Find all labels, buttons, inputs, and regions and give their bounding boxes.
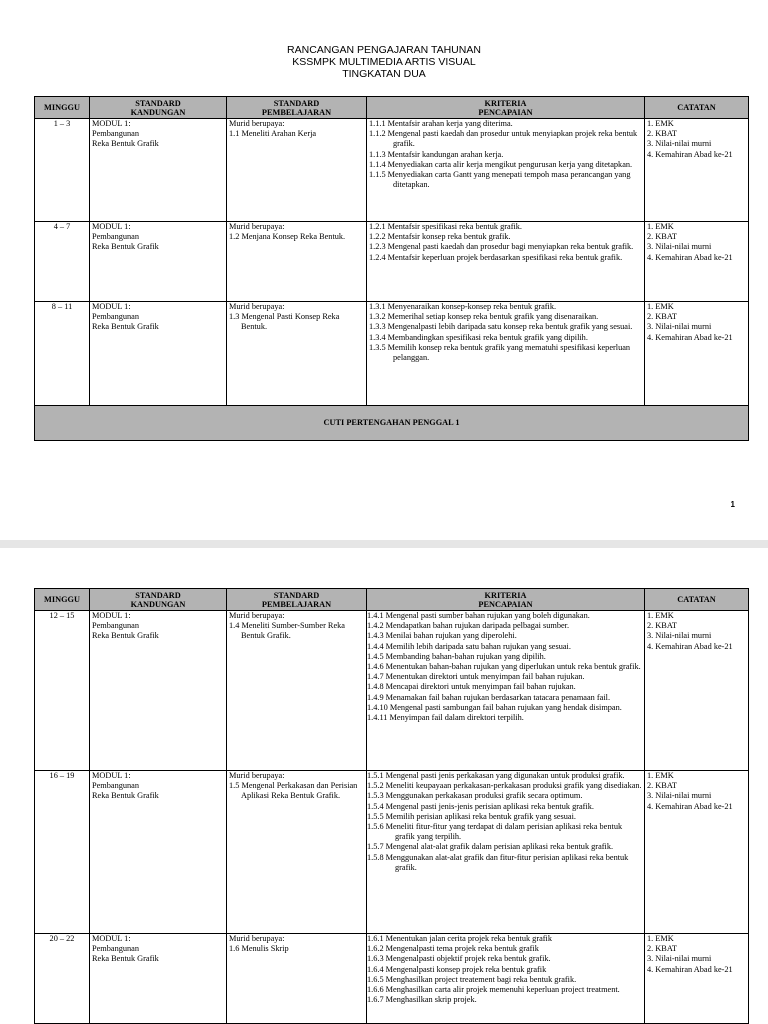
kriteria-item: 1.5.1 Mengenal pasti jenis perkakasan yang digunakan untuk produksi grafik.	[367, 771, 625, 780]
header-catatan: CATATAN	[645, 589, 749, 611]
cell-minggu: 8 – 11	[35, 302, 90, 406]
catatan-item: 2. KBAT	[647, 232, 677, 242]
catatan-item: 4. Kemahiran Abad ke-21	[647, 801, 733, 811]
kandungan-line: MODUL 1:	[92, 302, 131, 311]
kriteria-item: 1.4.5 Membanding bahan-bahan rujukan yang dipilih.	[367, 651, 546, 661]
header-sk-line-2: KANDUNGAN	[130, 599, 186, 609]
kriteria-item: 1.2.2 Mentafsir konsep reka bentuk grafik.	[369, 232, 511, 242]
document-page-2	[0, 548, 768, 1024]
cell-minggu: 1 – 3	[35, 119, 90, 222]
page-number: 1	[730, 500, 735, 509]
catatan-item: 4. Kemahiran Abad ke-21	[647, 252, 733, 262]
kriteria-item: 1.5.7 Mengenal alat-alat grafik dalam perisian aplikasi reka bentuk grafik.	[367, 842, 614, 852]
catatan-item: 4. Kemahiran Abad ke-21	[647, 332, 733, 342]
catatan-item: 3. Nilai-nilai murni	[647, 322, 712, 332]
kandungan-line: Pembangunan	[92, 232, 140, 242]
kandungan-line: Reka Bentuk Grafik	[92, 322, 159, 332]
catatan-item: 4. Kemahiran Abad ke-21	[647, 641, 733, 651]
header-standard-kandungan	[90, 589, 227, 611]
cell-standard-pembelajaran	[227, 222, 367, 302]
header-sp-line-1: STANDARD	[273, 98, 320, 108]
kriteria-item: 1.6.4 Mengenalpasti konsep projek reka bentuk grafik	[367, 964, 547, 974]
kriteria-item: 1.1.4 Menyediakan carta alir kerja mengikut pengurusan kerja yang ditetapkan.	[369, 159, 633, 169]
kandungan-line: MODUL 1:	[92, 119, 131, 128]
catatan-item: 2. KBAT	[647, 781, 677, 791]
header-kp-line-1: KRITERIA	[484, 98, 527, 108]
cell-standard-pembelajaran	[227, 771, 367, 934]
pembelajaran-line: 1.2 Menjana Konsep Reka Bentuk.	[229, 232, 346, 242]
cell-catatan	[645, 302, 749, 406]
catatan-item: 3. Nilai-nilai murni	[647, 242, 712, 252]
kriteria-item: 1.2.3 Mengenal pasti kaedah dan prosedur bagi menyiapkan reka bentuk grafik.	[369, 242, 634, 252]
kriteria-item: 1.6.3 Mengenalpasti objektif projek reka bentuk grafik.	[367, 954, 551, 964]
kriteria-item: 1.4.6 Menentukan bahan-bahan rujukan yang diperlukan untuk reka bentuk grafik.	[367, 662, 641, 672]
cell-standard-pembelajaran	[227, 934, 367, 1024]
catatan-item: 1. EMK	[647, 222, 674, 231]
cell-catatan	[645, 771, 749, 934]
cell-kriteria-pencapaian	[367, 611, 645, 771]
plan-table-page-1	[34, 96, 749, 441]
cell-minggu: 4 – 7	[35, 222, 90, 302]
table-header-row	[35, 589, 749, 611]
cell-catatan	[645, 119, 749, 222]
pembelajaran-line: Murid berupaya:	[229, 771, 285, 780]
kriteria-item: 1.5.6 Meneliti fitur-fitur yang terdapat di dalam perisian aplikasi reka bentuk grafik yang terpilih.	[367, 822, 623, 842]
catatan-item: 3. Nilai-nilai murni	[647, 631, 712, 641]
table-row	[35, 222, 749, 302]
cell-standard-pembelajaran	[227, 302, 367, 406]
catatan-item: 2. KBAT	[647, 312, 677, 322]
table-row	[35, 934, 749, 1024]
pembelajaran-line: Murid berupaya:	[229, 119, 285, 128]
cell-kriteria-pencapaian	[367, 222, 645, 302]
pembelajaran-line: 1.6 Menulis Skrip	[229, 944, 289, 954]
break-row-label: CUTI PERTENGAHAN PENGGAL 1	[35, 406, 749, 441]
kriteria-item: 1.3.5 Memilih konsep reka bentuk grafik yang mematuhi spesifikasi keperluan pelanggan.	[369, 342, 631, 363]
break-row	[35, 406, 749, 441]
kriteria-item: 1.3.4 Membandingkan spesifikasi reka bentuk grafik yang dipilih.	[369, 332, 588, 342]
kriteria-item: 1.5.8 Menggunakan alat-alat grafik dan fitur-fitur perisian aplikasi reka bentuk grafik.	[367, 852, 629, 872]
pembelajaran-line: Murid berupaya:	[229, 934, 285, 943]
kriteria-item: 1.6.2 Mengenalpasti tema projek reka bentuk grafik	[367, 944, 539, 954]
header-kriteria-pencapaian	[367, 589, 645, 611]
kandungan-line: Reka Bentuk Grafik	[92, 139, 159, 149]
header-kriteria-pencapaian	[367, 97, 645, 119]
catatan-item: 1. EMK	[647, 934, 674, 943]
table-row	[35, 302, 749, 406]
header-standard-pembelajaran	[227, 589, 367, 611]
catatan-item: 4. Kemahiran Abad ke-21	[647, 149, 733, 159]
kriteria-item: 1.1.5 Menyediakan carta Gantt yang menepati tempoh masa perancangan yang ditetapkan.	[369, 170, 631, 190]
cell-standard-kandungan	[90, 222, 227, 302]
catatan-item: 1. EMK	[647, 611, 674, 620]
kriteria-item: 1.1.1 Mentafsir arahan kerja yang diterima.	[369, 119, 513, 128]
pembelajaran-line: Murid berupaya:	[229, 302, 285, 311]
kandungan-line: Reka Bentuk Grafik	[92, 631, 159, 641]
kriteria-item: 1.6.1 Menentukan jalan cerita projek reka bentuk grafik	[367, 934, 552, 943]
kriteria-item: 1.4.10 Mengenal pasti sambungan fail bahan rujukan yang hendak disimpan.	[367, 702, 622, 712]
document-title-line-2: KSSMPK MULTIMEDIA ARTIS VISUAL	[292, 56, 476, 68]
kandungan-line: Pembangunan	[92, 312, 140, 322]
table-row	[35, 611, 749, 771]
kriteria-item: 1.4.9 Menamakan fail bahan rujukan berdasarkan tatacara penamaan fail.	[367, 692, 611, 702]
header-catatan: CATATAN	[645, 97, 749, 119]
catatan-item: 2. KBAT	[647, 129, 677, 139]
kandungan-line: Pembangunan	[92, 944, 140, 954]
kandungan-line: MODUL 1:	[92, 934, 131, 943]
cell-standard-kandungan	[90, 302, 227, 406]
catatan-item: 3. Nilai-nilai murni	[647, 954, 712, 964]
catatan-item: 1. EMK	[647, 771, 674, 780]
cell-minggu: 12 – 15	[35, 611, 90, 771]
header-sp-line-1: STANDARD	[273, 590, 320, 600]
header-kp-line-1: KRITERIA	[484, 590, 527, 600]
cell-minggu: 16 – 19	[35, 771, 90, 934]
header-minggu: MINGGU	[35, 589, 90, 611]
cell-catatan	[645, 611, 749, 771]
header-kp-line-2: PENCAPAIAN	[478, 599, 533, 609]
cell-standard-kandungan	[90, 119, 227, 222]
catatan-item: 1. EMK	[647, 119, 674, 128]
kandungan-line: Pembangunan	[92, 781, 140, 791]
header-sp-line-2: PEMBELAJARAN	[261, 107, 332, 117]
table-row	[35, 771, 749, 934]
cell-kriteria-pencapaian	[367, 771, 645, 934]
table-row	[35, 119, 749, 222]
cell-kriteria-pencapaian	[367, 934, 645, 1024]
cell-standard-pembelajaran	[227, 119, 367, 222]
kriteria-item: 1.6.6 Menghasilkan carta alir projek memenuhi keperluan project treatment.	[367, 985, 620, 995]
kriteria-item: 1.5.2 Meneliti keupayaan perkakasan-perkakasan produksi grafik yang disediakan.	[367, 781, 642, 791]
plan-table-page-2	[34, 588, 749, 1024]
kriteria-item: 1.5.4 Mengenal pasti jenis-jenis perisian aplikasi reka bentuk grafik.	[367, 801, 594, 811]
header-sk-line-2: KANDUNGAN	[130, 107, 186, 117]
cell-kriteria-pencapaian	[367, 119, 645, 222]
kriteria-item: 1.3.2 Memerihal setiap konsep reka bentuk grafik yang disenaraikan.	[369, 312, 599, 322]
cell-standard-kandungan	[90, 771, 227, 934]
cell-kriteria-pencapaian	[367, 302, 645, 406]
pembelajaran-line: 1.3 Mengenal Pasti Konsep Reka Bentuk.	[229, 312, 340, 332]
kandungan-line: MODUL 1:	[92, 222, 131, 231]
kriteria-item: 1.2.4 Mentafsir keperluan projek berdasarkan spesifikasi reka bentuk grafik.	[369, 252, 623, 262]
kandungan-line: MODUL 1:	[92, 771, 131, 780]
cell-standard-kandungan	[90, 611, 227, 771]
catatan-item: 3. Nilai-nilai murni	[647, 791, 712, 801]
header-sp-line-2: PEMBELAJARAN	[261, 599, 332, 609]
cell-catatan	[645, 934, 749, 1024]
document-title-line-1: RANCANGAN PENGAJARAN TAHUNAN	[287, 44, 481, 56]
cell-catatan	[645, 222, 749, 302]
pembelajaran-line: 1.4 Meneliti Sumber-Sumber Reka Bentuk Grafik.	[229, 621, 345, 641]
header-sk-line-1: STANDARD	[135, 590, 181, 600]
pembelajaran-line: 1.5 Mengenal Perkakasan dan Perisian Aplikasi Reka Bentuk Grafik.	[229, 781, 358, 801]
pembelajaran-line: Murid berupaya:	[229, 222, 285, 231]
kandungan-line: Pembangunan	[92, 621, 140, 631]
kriteria-item: 1.6.5 Menghasilkan project treatement bagi reka bentuk grafik.	[367, 974, 577, 984]
kriteria-item: 1.4.1 Mengenal pasti sumber bahan rujukan yang boleh digunakan.	[367, 611, 590, 620]
kandungan-line: Reka Bentuk Grafik	[92, 242, 159, 252]
kriteria-item: 1.1.2 Mengenal pasti kaedah dan prosedur untuk menyiapkan projek reka bentuk grafik.	[369, 129, 638, 149]
kriteria-item: 1.4.11 Menyimpan fail dalam direktori terpilih.	[367, 713, 524, 723]
kriteria-item: 1.3.1 Menyenaraikan konsep-konsep reka bentuk grafik.	[369, 302, 557, 311]
kriteria-item: 1.4.2 Mendapatkan bahan rujukan daripada pelbagai sumber.	[367, 621, 570, 631]
header-sk-line-1: STANDARD	[135, 98, 181, 108]
cell-standard-kandungan	[90, 934, 227, 1024]
kriteria-item: 1.3.3 Mengenalpasti lebih daripada satu konsep reka bentuk grafik yang sesuai.	[369, 322, 633, 332]
cell-standard-pembelajaran	[227, 611, 367, 771]
header-standard-pembelajaran	[227, 97, 367, 119]
kriteria-item: 1.1.3 Mentafsir kandungan arahan kerja.	[369, 149, 504, 159]
kriteria-item: 1.2.1 Mentafsir spesifikasi reka bentuk grafik.	[369, 222, 522, 231]
header-standard-kandungan	[90, 97, 227, 119]
kriteria-item: 1.4.4 Memilih lebih daripada satu bahan rujukan yang sesuai.	[367, 641, 571, 651]
header-minggu: MINGGU	[35, 97, 90, 119]
table-header-row	[35, 97, 749, 119]
kriteria-item: 1.5.3 Menggunakan perkakasan produksi grafik secara optimum.	[367, 791, 583, 801]
kriteria-item: 1.4.8 Mencapai direktori untuk menyimpan fail bahan rujukan.	[367, 682, 576, 692]
catatan-item: 4. Kemahiran Abad ke-21	[647, 964, 733, 974]
kriteria-item: 1.4.7 Menentukan direktori untuk menyimpan fail bahan rujukan.	[367, 672, 585, 682]
catatan-item: 2. KBAT	[647, 621, 677, 631]
pembelajaran-line: Murid berupaya:	[229, 611, 285, 620]
kriteria-item: 1.4.3 Menilai bahan rujukan yang diperolehi.	[367, 631, 517, 641]
kandungan-line: Reka Bentuk Grafik	[92, 791, 159, 801]
catatan-item: 1. EMK	[647, 302, 674, 311]
document-title-line-3: TINGKATAN DUA	[342, 68, 426, 80]
catatan-item: 2. KBAT	[647, 944, 677, 954]
pembelajaran-line: 1.1 Meneliti Arahan Kerja	[229, 129, 317, 139]
catatan-item: 3. Nilai-nilai murni	[647, 139, 712, 149]
cell-minggu: 20 – 22	[35, 934, 90, 1024]
kandungan-line: Pembangunan	[92, 129, 140, 139]
header-kp-line-2: PENCAPAIAN	[478, 107, 533, 117]
kriteria-item: 1.6.7 Menghasilkan skrip projek.	[367, 995, 477, 1005]
kandungan-line: Reka Bentuk Grafik	[92, 954, 159, 964]
kriteria-item: 1.5.5 Memilih perisian aplikasi reka bentuk grafik yang sesuai.	[367, 811, 576, 821]
kandungan-line: MODUL 1:	[92, 611, 131, 620]
